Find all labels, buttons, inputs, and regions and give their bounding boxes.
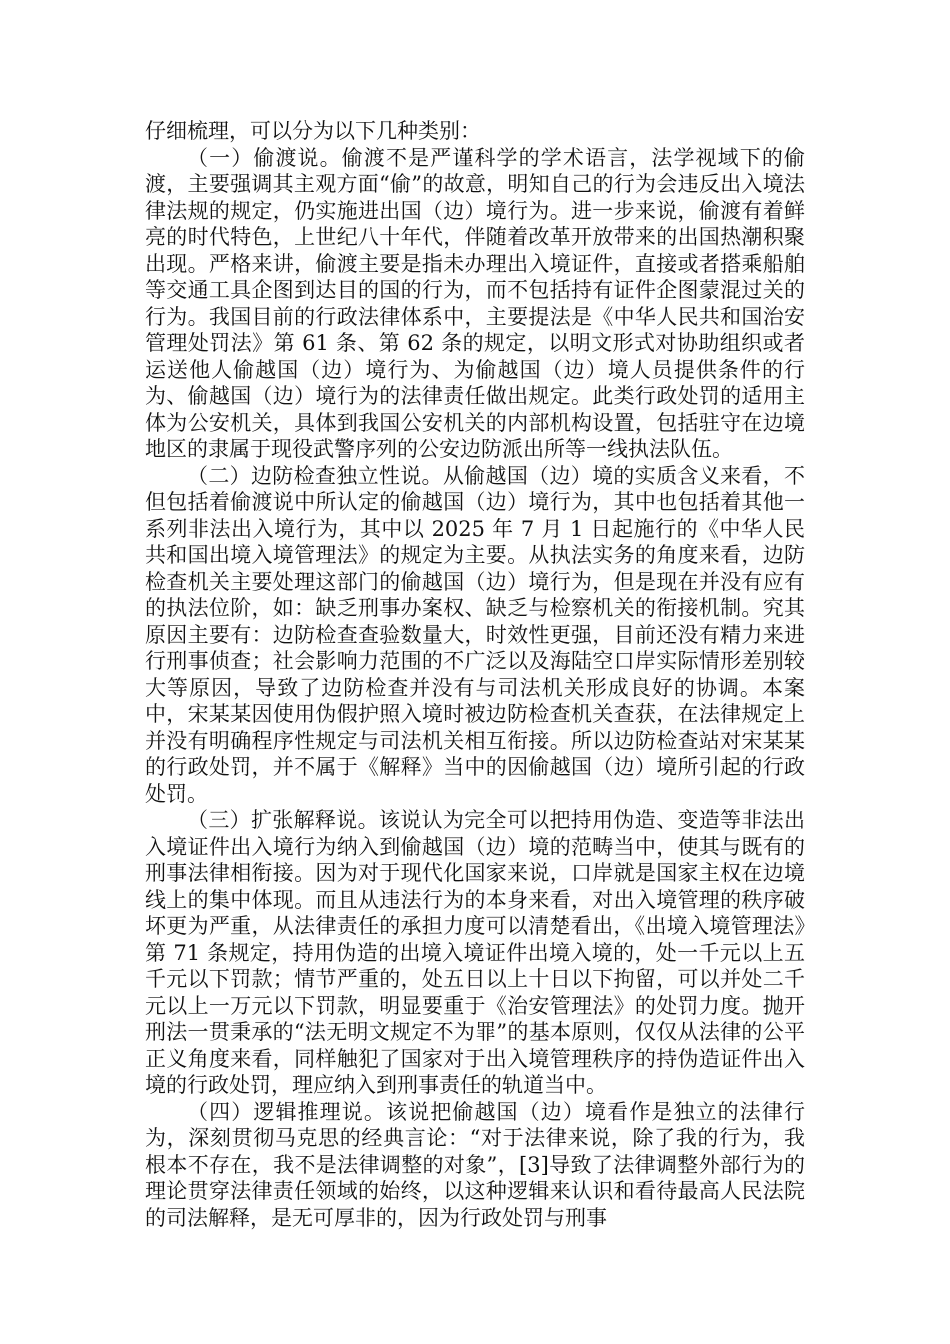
paragraph-border-inspection-theory: （二）边防检查独立性说。从偷越国（边）境的实质含义来看，不但包括着偷渡说中所认定的偷越国（边）境行为，其中也包括着其他一系列非法出入境行为，其中以 2025 年 7 月 1 日起施行的《中华人民共和国出境入境管理法》的规定为主要。从执法实务的角度来看，边防检查机关主要处理这部门的偷越国（边）境行为，但是现在并没有应有的执法位阶，如：缺乏刑事办案权、缺乏与检察机关的衔接机制。究其原因主要有：边防检查查验数量大，时效性更强，目前还没有精力来进行刑事侦查；社会影响力范围的不广泛以及海陆空口岸实际情形差别较大等原因，导致了边防检查并没有与司法机关形成良好的协调。本案中，宋某某因使用伪假护照入境时被边防检查机关查获，在法律规定上并没有明确程序性规定与司法机关相互衔接。所以边防检查站对宋某某的行政处罚，并不属于《解释》当中的因偷越国（边）境所引起的行政处罚。: [145, 463, 805, 806]
paragraph-logical-reasoning-theory: （四）逻辑推理说。该说把偷越国（边）境看作是独立的法律行为，深刻贯彻马克思的经典言论：“对于法律来说，除了我的行为，我根本不存在，我不是法律调整的对象”，[3]导致了法律调整外部行为的理论贯穿法律责任领域的始终，以这种逻辑来认识和看待最高人民法院的司法解释，是无可厚非的，因为行政处罚与刑事: [145, 1099, 805, 1230]
paragraph-smuggling-theory: （一）偷渡说。偷渡不是严谨科学的学术语言，法学视域下的偷渡，主要强调其主观方面“偷”的故意，明知自己的行为会违反出入境法律法规的规定，仍实施进出国（边）境行为。进一步来说，偷渡有着鲜亮的时代特色，上世纪八十年代，伴随着改革开放带来的出国热潮积聚出现。严格来讲，偷渡主要是指未办理出入境证件，直接或者搭乘船舶等交通工具企图到达目的国的行为，而不包括持有证件企图蒙混过关的行为。我国目前的行政法律体系中，主要提法是《中华人民共和国治安管理处罚法》第 61 条、第 62 条的规定，以明文形式对协助组织或者运送他人偷越国（边）境行为、为偷越国（边）境人员提供条件的行为、偷越国（边）境行为的法律责任做出规定。此类行政处罚的适用主体为公安机关，具体到我国公安机关的内部机构设置，包括驻守在边境地区的隶属于现役武警序列的公安边防派出所等一线执法队伍。: [145, 145, 805, 461]
document-page: [145, 118, 805, 1231]
paragraph-expansive-interpretation-theory: （三）扩张解释说。该说认为完全可以把持用伪造、变造等非法出入境证件出入境行为纳入到偷越国（边）境的范畴当中，使其与既有的刑事法律相衔接。因为对于现代化国家来说，口岸就是国家主权在边境线上的集中体现。而且从违法行为的本身来看，对出入境管理的秩序破坏更为严重，从法律责任的承担力度可以清楚看出，《出境入境管理法》第 71 条规定，持用伪造的出境入境证件出境入境的，处一千元以上五千元以下罚款；情节严重的，处五日以上十日以下拘留，可以并处二千元以上一万元以下罚款，明显要重于《治安管理法》的处罚力度。抛开刑法一贯秉承的“法无明文规定不为罪”的基本原则，仅仅从法律的公平正义角度来看，同样触犯了国家对于出入境管理秩序的持伪造证件出入境的行政处罚，理应纳入到刑事责任的轨道当中。: [145, 808, 805, 1097]
paragraph-intro: 仔细梳理，可以分为以下几种类别：: [145, 119, 481, 143]
